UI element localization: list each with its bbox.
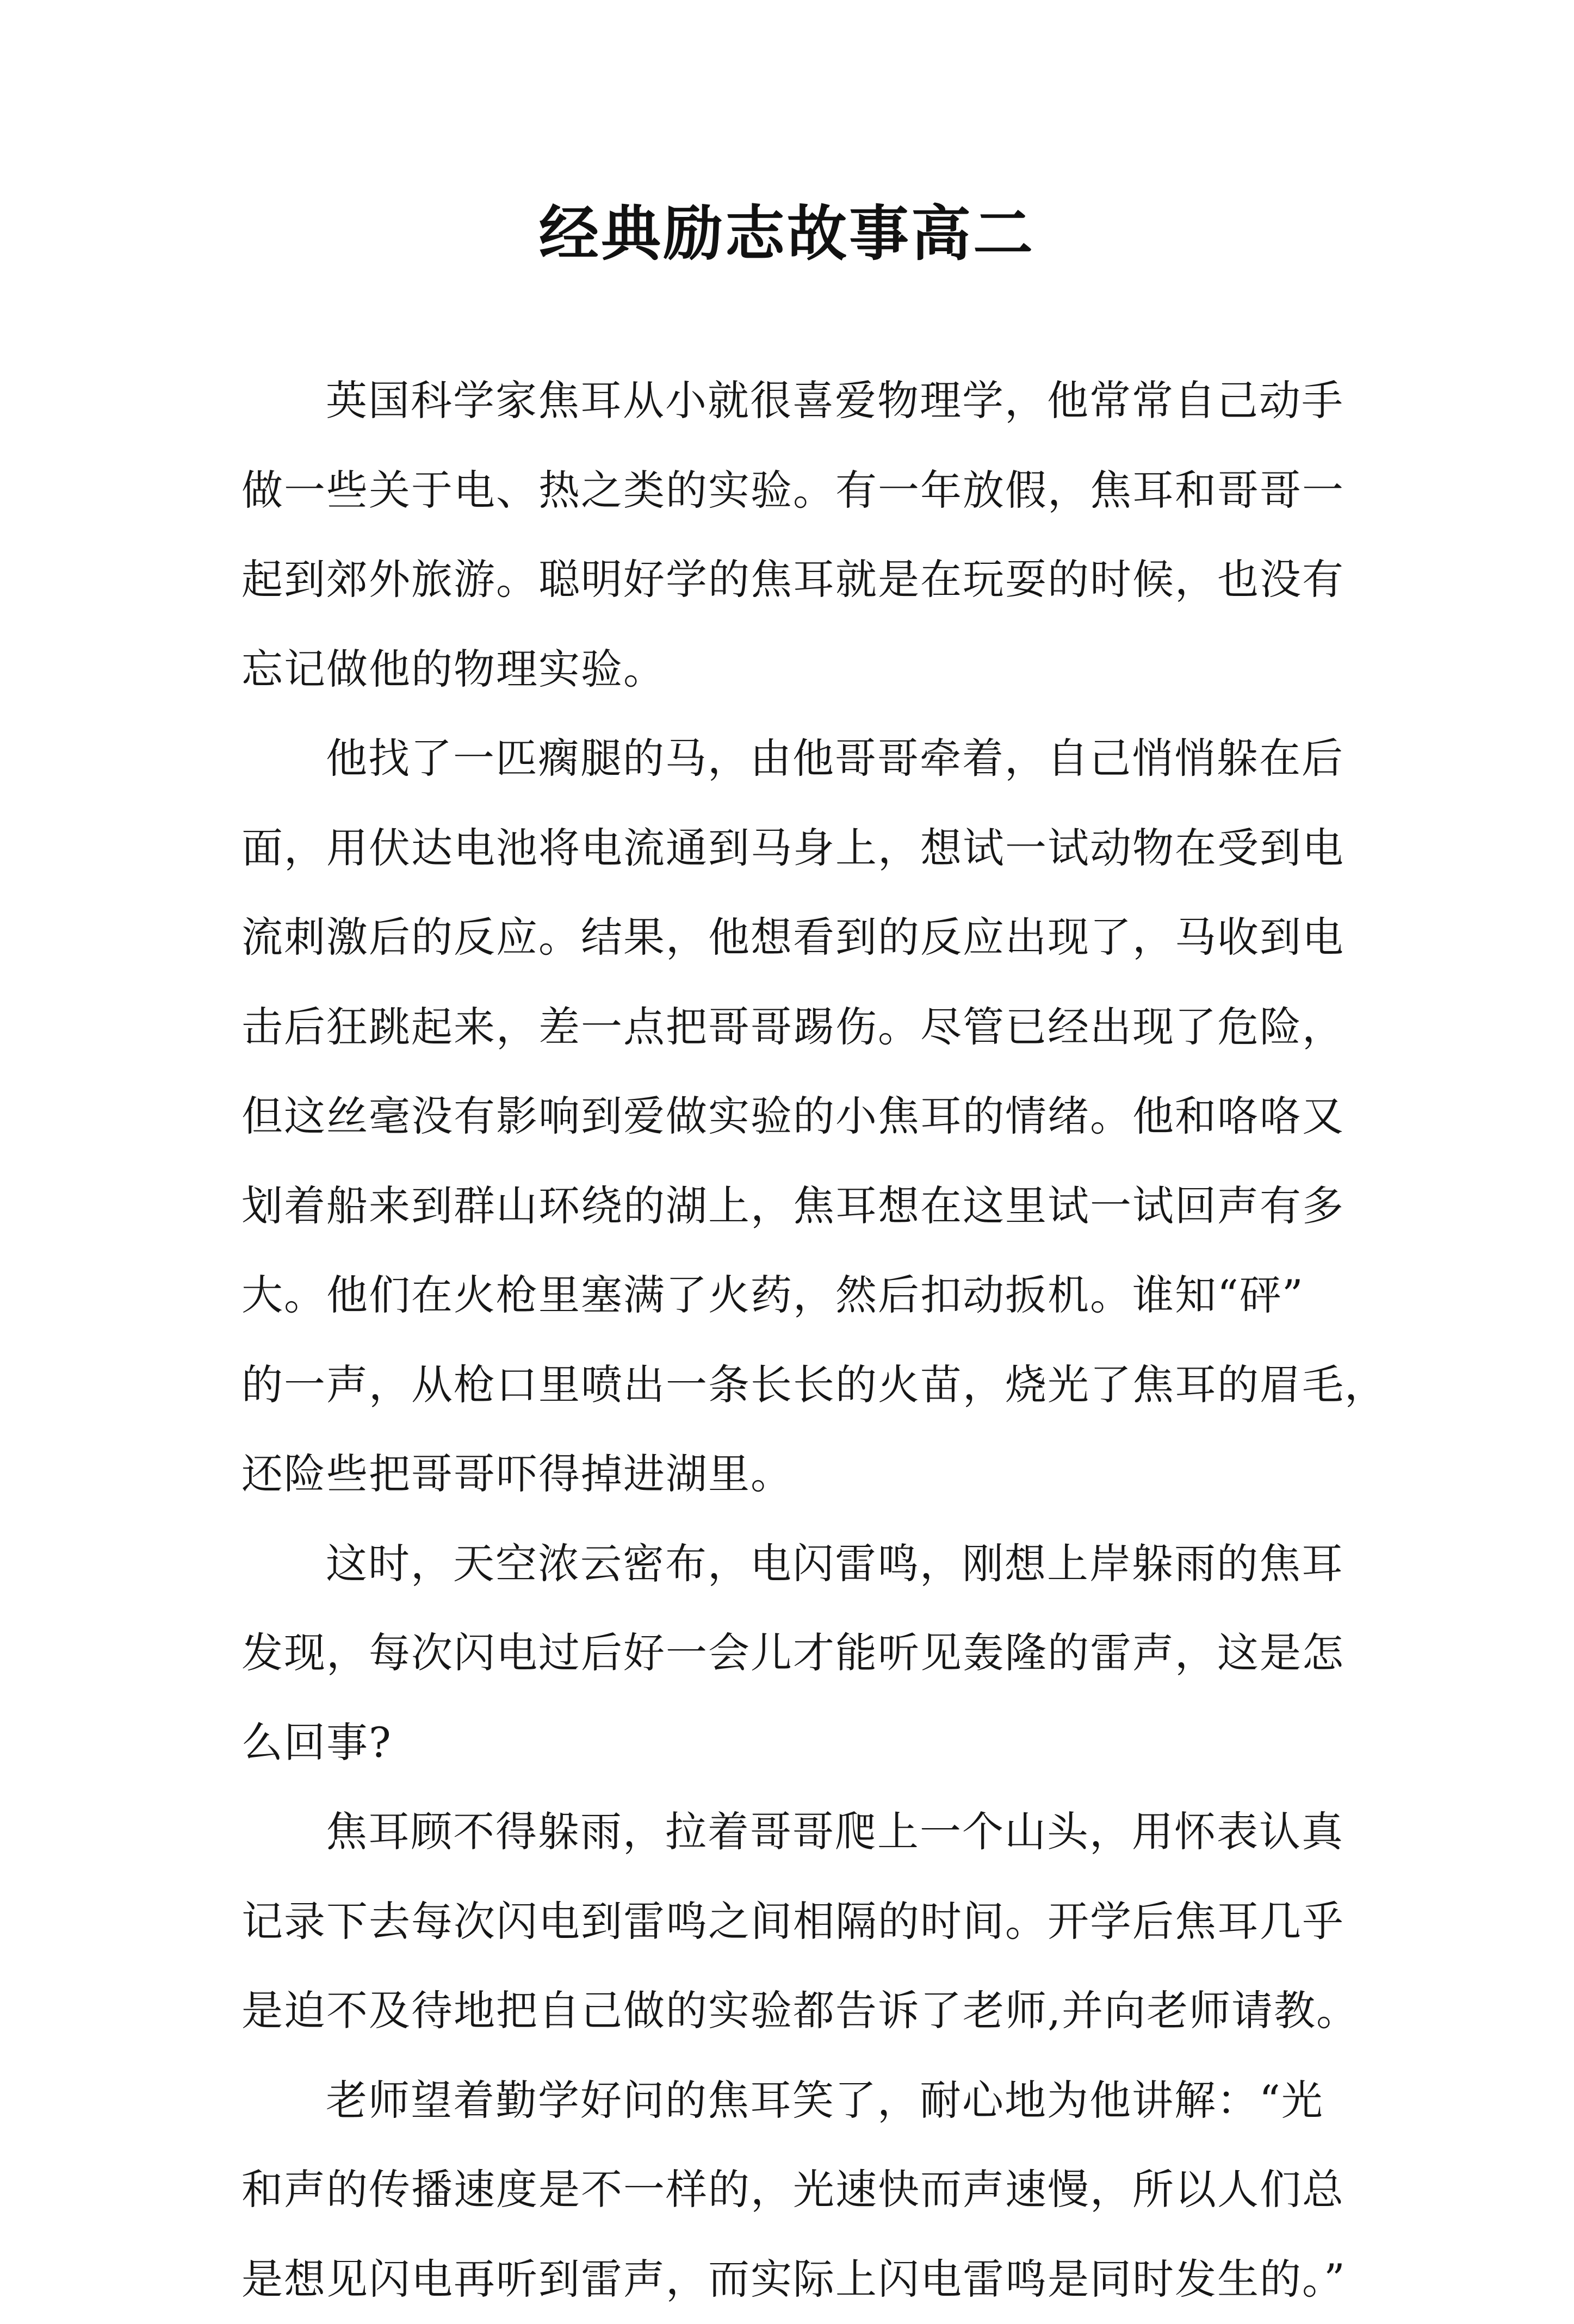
paragraph-line: 忘记做他的物理实验。 [241,625,1329,714]
paragraph-line: 是想见闪电再听到雷声，而实际上闪电雷鸣是同时发生的。” [241,2235,1329,2324]
paragraph-line: 但这丝毫没有影响到爱做实验的小焦耳的情绪。他和咯咯又 [241,1072,1329,1161]
paragraph-line: 做一些关于电、热之类的实验。有一年放假，焦耳和哥哥一 [241,446,1329,536]
paragraph-line: 这时，天空浓云密布，电闪雷鸣，刚想上岸躲雨的焦耳 [241,1519,1329,1609]
paragraph-line: 老师望着勤学好问的焦耳笑了，耐心地为他讲解：“光 [241,2056,1329,2146]
paragraph [241,2056,1329,2324]
paragraph-line: 击后狂跳起来，差一点把哥哥踢伤。尽管已经出现了危险， [241,983,1329,1072]
paragraph-line: 焦耳顾不得躲雨，拉着哥哥爬上一个山头，用怀表认真 [241,1787,1329,1877]
paragraph-line: 是迫不及待地把自己做的实验都告诉了老师,并向老师请教。 [241,1966,1329,2056]
paragraph [241,714,1329,1519]
paragraph-line: 流刺激后的反应。结果，他想看到的反应出现了，马收到电 [241,893,1329,983]
paragraph-line: 记录下去每次闪电到雷鸣之间相隔的时间。开学后焦耳几乎 [241,1877,1329,1967]
paragraph-line: 他找了一匹瘸腿的马，由他哥哥牵着，自己悄悄躲在后 [241,714,1329,804]
paragraph-line: 面，用伏达电池将电流通到马身上，想试一试动物在受到电 [241,804,1329,893]
paragraph-line: 起到郊外旅游。聪明好学的焦耳就是在玩耍的时候，也没有 [241,535,1329,625]
page-title: 经典励志故事高二 [0,193,1574,275]
paragraph [241,1787,1329,2056]
paragraph [241,1519,1329,1788]
paragraph-line: 大。他们在火枪里塞满了火药，然后扣动扳机。谁知“砰” [241,1251,1329,1340]
paragraph-line: 划着船来到群山环绕的湖上，焦耳想在这里试一试回声有多 [241,1161,1329,1251]
article-body [241,356,1329,2324]
paragraph [241,356,1329,714]
paragraph-line: 的一声，从枪口里喷出一条长长的火苗，烧光了焦耳的眉毛， [241,1340,1329,1430]
paragraph-line: 么回事? [241,1698,1329,1788]
paragraph-line: 发现，每次闪电过后好一会儿才能听见轰隆的雷声，这是怎 [241,1608,1329,1698]
paragraph-line: 和声的传播速度是不一样的，光速快而声速慢，所以人们总 [241,2145,1329,2235]
paragraph-line: 英国科学家焦耳从小就很喜爱物理学，他常常自己动手 [241,356,1329,446]
paragraph-line: 还险些把哥哥吓得掉进湖里。 [241,1430,1329,1519]
